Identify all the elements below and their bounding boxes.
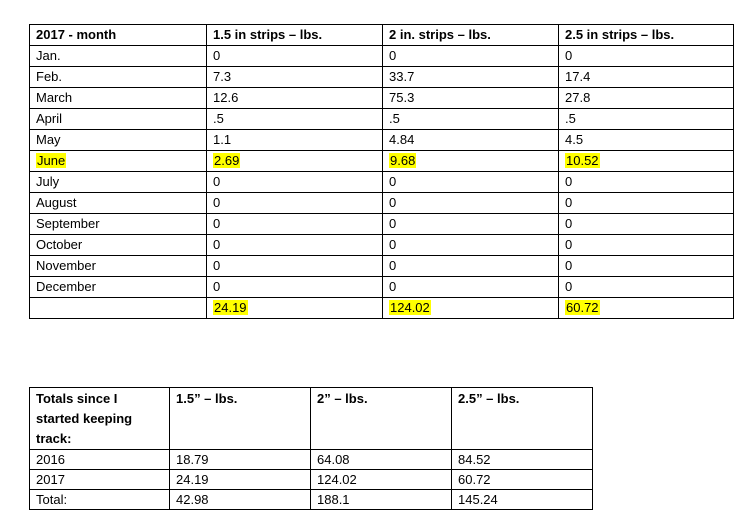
value-cell: 33.7 — [383, 67, 559, 88]
value-cell: 4.5 — [559, 130, 734, 151]
column-header: 2017 - month — [30, 25, 207, 46]
value-cell: 18.79 — [170, 450, 311, 470]
value-cell: 0 — [207, 277, 383, 298]
table-header-row — [30, 25, 734, 46]
value-cell: 7.3 — [207, 67, 383, 88]
month-cell: May — [30, 130, 207, 151]
value-cell: .5 — [559, 109, 734, 130]
column-header: 2.5” – lbs. — [452, 388, 593, 450]
value-cell — [559, 151, 734, 172]
column-header: 1.5” – lbs. — [170, 388, 311, 450]
column-header: 2.5 in strips – lbs. — [559, 25, 734, 46]
table-row-highlighted — [30, 151, 734, 172]
table-row — [30, 235, 734, 256]
table-row — [30, 193, 734, 214]
table-row — [30, 450, 593, 470]
value-cell: 75.3 — [383, 88, 559, 109]
year-cell: 2017 — [30, 470, 170, 490]
month-cell: November — [30, 256, 207, 277]
value-cell: 0 — [207, 46, 383, 67]
total-cell — [383, 298, 559, 319]
value-cell: 60.72 — [452, 470, 593, 490]
value-cell: 0 — [207, 214, 383, 235]
value-cell: 0 — [207, 256, 383, 277]
value-cell: 42.98 — [170, 490, 311, 510]
value-cell: 0 — [383, 172, 559, 193]
value-cell: 145.24 — [452, 490, 593, 510]
monthly-strips-table — [29, 24, 734, 319]
value-cell: 84.52 — [452, 450, 593, 470]
totals-row — [30, 298, 734, 319]
value-cell: 0 — [383, 193, 559, 214]
value-cell — [383, 151, 559, 172]
year-cell: Total: — [30, 490, 170, 510]
table-row — [30, 470, 593, 490]
value-cell: 0 — [559, 235, 734, 256]
highlighted-text: 9.68 — [390, 153, 416, 168]
value-cell: 0 — [383, 214, 559, 235]
month-cell: April — [30, 109, 207, 130]
value-cell: .5 — [383, 109, 559, 130]
column-header: 2” – lbs. — [311, 388, 452, 450]
table-row — [30, 130, 734, 151]
value-cell: 1.1 — [207, 130, 383, 151]
value-cell: 24.19 — [170, 470, 311, 490]
table-row — [30, 46, 734, 67]
value-cell: 0 — [383, 235, 559, 256]
value-cell: 12.6 — [207, 88, 383, 109]
table-row — [30, 490, 593, 510]
table-row — [30, 88, 734, 109]
column-header: 1.5 in strips – lbs. — [207, 25, 383, 46]
value-cell: 0 — [559, 256, 734, 277]
value-cell: 0 — [383, 277, 559, 298]
value-cell: 0 — [559, 193, 734, 214]
value-cell: 4.84 — [383, 130, 559, 151]
table-row — [30, 67, 734, 88]
value-cell: 0 — [559, 172, 734, 193]
value-cell: 0 — [383, 256, 559, 277]
month-cell: Feb. — [30, 67, 207, 88]
value-cell: .5 — [207, 109, 383, 130]
month-cell: October — [30, 235, 207, 256]
value-cell: 0 — [559, 277, 734, 298]
table-row — [30, 256, 734, 277]
highlighted-text: 2.69 — [214, 153, 240, 168]
month-cell: July — [30, 172, 207, 193]
month-cell — [30, 151, 207, 172]
table-row — [30, 214, 734, 235]
value-cell: 64.08 — [311, 450, 452, 470]
highlighted-text: 24.19 — [214, 300, 247, 315]
month-cell: September — [30, 214, 207, 235]
value-cell: 0 — [559, 214, 734, 235]
value-cell: 188.1 — [311, 490, 452, 510]
month-cell: March — [30, 88, 207, 109]
value-cell: 0 — [207, 172, 383, 193]
table-row — [30, 172, 734, 193]
table-header-row — [30, 388, 593, 450]
value-cell: 0 — [559, 46, 734, 67]
year-cell: 2016 — [30, 450, 170, 470]
value-cell: 0 — [207, 235, 383, 256]
totals-since-tracking-table — [29, 387, 593, 510]
total-cell — [207, 298, 383, 319]
month-cell — [30, 298, 207, 319]
table-row — [30, 277, 734, 298]
value-cell: 124.02 — [311, 470, 452, 490]
highlighted-text: June — [37, 153, 66, 168]
month-cell: December — [30, 277, 207, 298]
table-row — [30, 109, 734, 130]
highlighted-text: 10.52 — [566, 153, 599, 168]
highlighted-text: 124.02 — [390, 300, 430, 315]
value-cell: 0 — [207, 193, 383, 214]
total-cell — [559, 298, 734, 319]
value-cell: 0 — [383, 46, 559, 67]
value-cell: 17.4 — [559, 67, 734, 88]
column-header: 2 in. strips – lbs. — [383, 25, 559, 46]
month-cell: Jan. — [30, 46, 207, 67]
highlighted-text: 60.72 — [566, 300, 599, 315]
value-cell: 27.8 — [559, 88, 734, 109]
value-cell — [207, 151, 383, 172]
column-header: Totals since I started keeping track: — [30, 388, 170, 450]
month-cell: August — [30, 193, 207, 214]
